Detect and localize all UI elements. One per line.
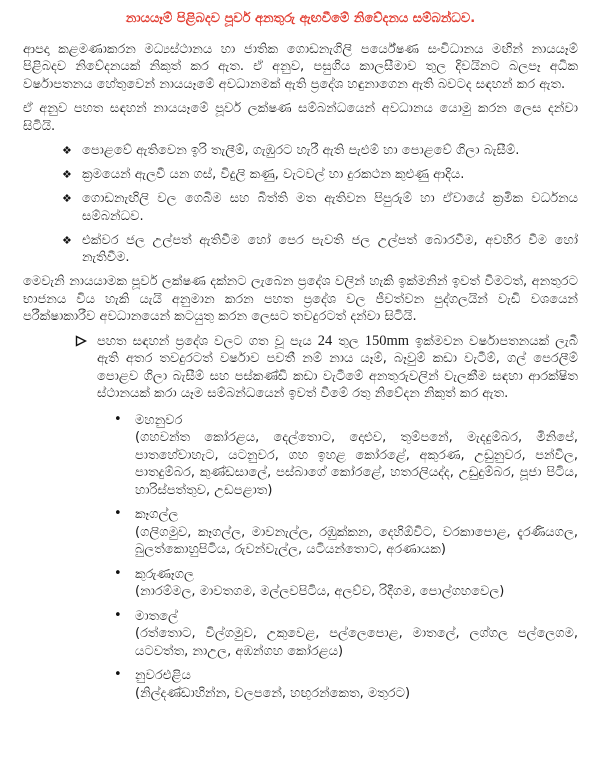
red-alert-item: [97, 333, 578, 403]
red-alert-text-part1: පහත සඳහන් ප්‍රදේශ වලට ගත වූ පැය: [97, 333, 318, 349]
warning-sign-item: [62, 142, 578, 160]
red-alert-text: [97, 334, 578, 402]
dot-bullet-icon: •: [114, 565, 122, 581]
notice-title: නායයෑම් පිළිබදව පූර්ව අනතුරු ඇඟවීමේ නිවේදනය සම්බන්ධව.: [125, 11, 476, 26]
dot-bullet-icon: •: [114, 506, 122, 521]
arrow-bullet-icon: [75, 335, 87, 347]
district-areas: (ගලිගමුව, කෑගල්ල, මාවනැල්ල, රඹුක්කන, දෙහිඕවිට, වරකාපොළ, දැරණියගල, බුලත්කොහුපිටිය, රුවන්වැල්ල, යටියන්තොට, අරණායක): [135, 524, 578, 557]
rainfall-threshold-value: 150mm: [364, 332, 410, 349]
district-name: නුවරඑළිය: [135, 668, 191, 683]
warning-sign-item: [62, 232, 578, 267]
diamond-bullet-icon: ❖: [62, 233, 72, 247]
warning-signs-list: [23, 142, 578, 267]
district-areas: (රත්තොට, විල්ගමුව, උකුවෙළ, පල්ලෙපොළ, මාතලේ, ලග්ගල පල්ලෙගම, යටවත්ත, නාඋල, අඹන්ගහ කෝරළය): [135, 626, 578, 659]
district-item: [114, 565, 578, 601]
warning-sign-text: පොළවේ ඇතිවෙන ඉරි තැලීම්, ගැඹුරට හැරී ඇති පැළුම් හා පොළවේ ගිලා බැසීම්.: [82, 143, 520, 158]
evacuation-paragraph: මෙවැනි නායයාමක පූර්ව ලක්ෂණ දක්නට ලැබෙන ප්‍රදේශ වලින් හැකි ඉක්මනින් ඉවත් වීමටත්, අනතුරට භාජනය විය හැකි යැයි අනුමාන කරන පහත ප්‍රදේශ වල ජීවත්වන පුද්ගලයින් වැඩි වශයෙන් පරීක්ෂාකාරීව අවධානයෙන් කටයුතු කරන ලෙසට තවදුරටත් දන්වා සිටියි.: [23, 274, 578, 324]
attention-paragraph: ඒ අනුව පහත සඳහන් නායයෑමේ පූර්ව ලක්ෂණ සම්බන්ධයෙන් අවධානය යොමු කරන ලෙස දන්වා සිටියි.: [23, 101, 578, 134]
dot-bullet-icon: •: [114, 607, 122, 623]
district-list: [23, 412, 578, 703]
warning-sign-item: [62, 190, 578, 225]
warning-sign-text: එක්වර ජල උල්පත් ඇතිවීම හෝ පෙර පැවති ජල උල්පත් බොරවීම, අවහිර වීම හෝ නැතිවීම.: [82, 232, 578, 265]
district-name: මහනුවර: [135, 412, 183, 428]
dot-bullet-icon: •: [114, 667, 122, 682]
district-name: කුරුණෑගල: [135, 566, 194, 582]
district-item: [114, 506, 578, 559]
diamond-bullet-icon: ❖: [62, 168, 72, 181]
district-name: මාතලේ: [135, 608, 178, 624]
district-item: [114, 667, 578, 702]
red-alert-text-part2: තුල: [332, 333, 365, 349]
district-areas: (ගහවන්ත කෝරළය, දෙල්තොට, දොළුව, තුම්පනේ, මැදදුම්බර, මිනිපේ, පාතහේවාහැට, යටනුවර, ගහ ඉහළ කෝරළේ, අකුරණ, උඩුනුවර, පන්විල, පාතදුම්බර, කුණ්ඩසාලේ, පස්බාගේ කෝරළේ, හතරලියද්ද, උඩුදුම්බර, පූජා පිටිය, හාරිස්පත්තුව, උඩපළාත): [135, 430, 578, 498]
district-areas: (නාරම්මල, මාවතගම, මල්ලවපිටිය, අලව්ව, රිදීගම, පොල්ගහවෙල): [135, 584, 505, 599]
rainfall-duration-value: 24: [317, 332, 333, 349]
dot-bullet-icon: •: [114, 411, 122, 427]
warning-sign-text: ගොඩනැඟිලි වල ගෙබිම සහ බිත්ති මත ඇතිවන පිපුරුම් හා ඒවායේ ක්‍රමික වර්ධනය සම්බන්ධව.: [82, 191, 578, 224]
red-alert-text-part3: ඉක්මවන වර්ෂාපතනයක් ලැබී ඇති අතර තවදුරටත් වර්ෂාව පවතී නම් නාය යෑම්, බෑවුම් කඩා වැටීම්, ගල් පෙරලීම් පොළව ගිලා බැසීම් සහ පස්කණ්ඩි කඩා වැටීමේ අනතුරුවලින් වැලකීම සඳහා ආරක්ෂිත ස්ථානයක් කරා යෑම සම්බන්ධයෙන් ඉවත් වීමේ රතු නිවේදන නිකුත් කර ඇත.: [97, 333, 578, 401]
district-areas: (නිල්දණ්ඩාහින්න, වලපනේ, හඟුරන්කෙත, මතුරට): [135, 685, 411, 701]
district-item: [114, 411, 578, 500]
intro-paragraph: ආපදා කළමණාකරන මධ්‍යස්ථානය හා ජාතික ගොඩනැගිලි පර්යේෂණ සංවිධානය මඟින් නායයෑම් පිළිබදව නිවේදනයක් නිකුත් කර ඇත. ඒ අනුව, පසුගිය කාලසීමාව තුල දිවයිනට බලපෑ අධික වර්ෂාපතනය හේතුවෙන් නායයෑමේ අවධානමක් ඇති ප්‍රදේශ හඳුනාගෙන ඇති බවටද සඳහන් කර ඇත.: [23, 41, 578, 92]
warning-sign-item: [62, 166, 578, 184]
diamond-bullet-icon: ❖: [62, 144, 72, 157]
district-item: [114, 607, 578, 661]
warning-sign-text: ක්‍රමයෙන් ඇලවී යන ගස්, විදුලි කණු, වැටවල් හා දුරකථන කුළුණු ආදිය.: [82, 167, 465, 182]
district-name: කෑගල්ල: [135, 507, 179, 522]
diamond-bullet-icon: ❖: [62, 192, 72, 205]
